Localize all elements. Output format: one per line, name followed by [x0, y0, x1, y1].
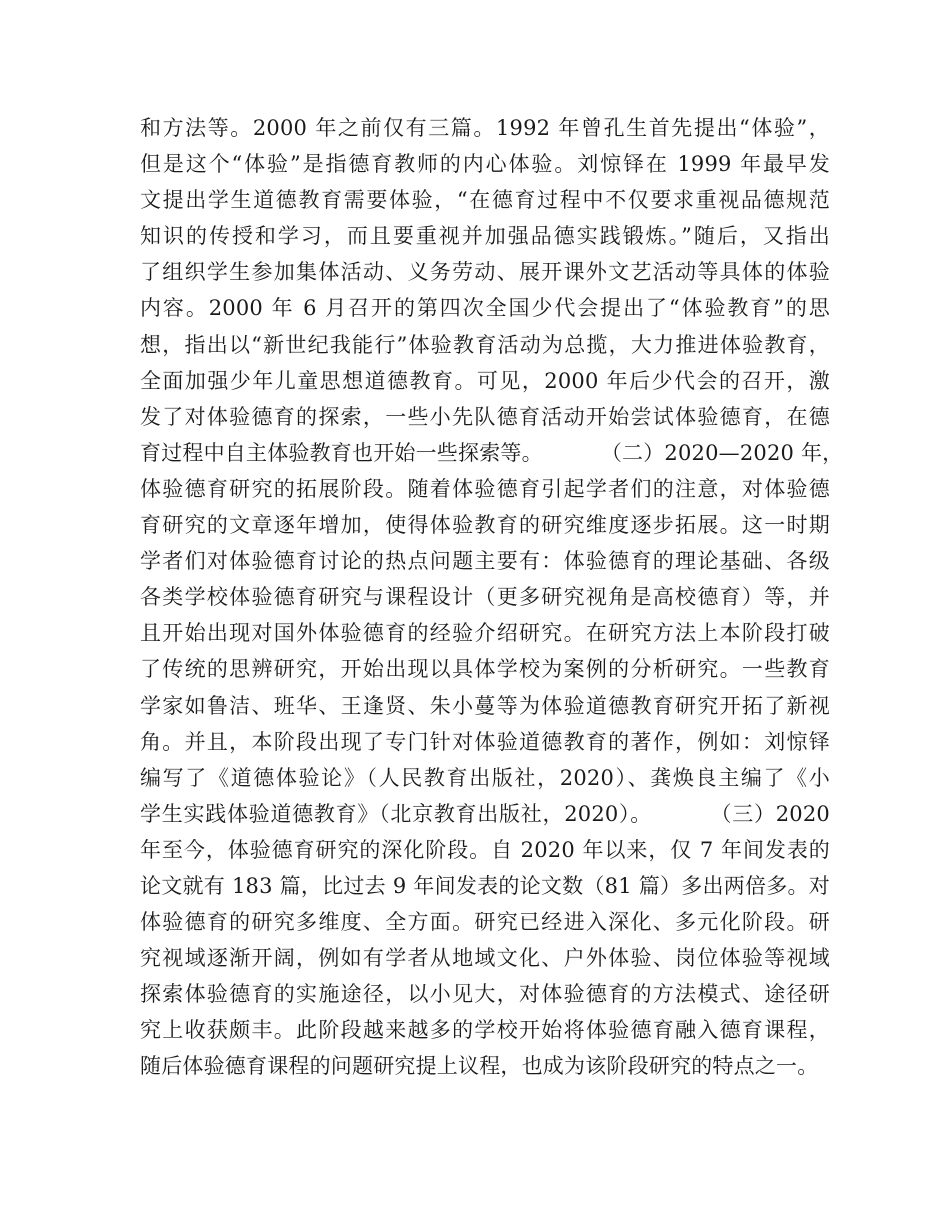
- text-fragment: 学生实践体验道德教育》（北京教育出版社，2020）。: [140, 801, 652, 826]
- text-line: 论文就有 183 篇，比过去 9 年间发表的论文数（81 篇）多出两倍多。对: [140, 873, 830, 898]
- text-line: 想，指出以“新世纪我能行”体验教育活动为总揽，大力推进体验教育，: [140, 332, 830, 357]
- text-line: 角。并且，本阶段出现了专门针对体验道德教育的著作，例如：刘惊铎: [140, 729, 830, 754]
- text-line: 学者们对体验德育讨论的热点问题主要有：体验德育的理论基础、各级: [140, 549, 830, 574]
- text-line-with-heading: [140, 435, 844, 471]
- text-line: 但是这个“体验”是指德育教师的内心体验。刘惊铎在 1999 年最早发: [140, 152, 830, 177]
- text-line: 文提出学生道德教育需要体验，“在德育过程中不仅要求重视品德规范: [140, 188, 830, 213]
- text-line: 体验德育的研究多维度、全方面。研究已经进入深化、多元化阶段。研: [140, 910, 830, 935]
- text-line: 了传统的思辨研究，开始出现以具体学校为案例的分析研究。一些教育: [140, 657, 830, 682]
- section-heading-3: （三）2020: [710, 801, 830, 826]
- text-line: 体验德育研究的拓展阶段。随着体验德育引起学者们的注意，对体验德: [140, 476, 830, 501]
- text-line: 年至今，体验德育研究的深化阶段。自 2020 年以来，仅 7 年间发表的: [140, 837, 830, 862]
- text-line: 且开始出现对国外体验德育的经验介绍研究。在研究方法上本阶段打破: [140, 621, 830, 646]
- text-line: 探索体验德育的实施途径，以小见大，对体验德育的方法模式、途径研: [140, 982, 830, 1007]
- text-line: 全面加强少年儿童思想道德教育。可见，2000 年后少代会的召开，激: [140, 368, 830, 393]
- text-line: 知识的传授和学习，而且要重视并加强品德实践锻炼。”随后，又指出: [140, 224, 830, 249]
- body-paragraph: [140, 110, 844, 1085]
- text-line: 究视域逐渐开阔，例如有学者从地域文化、户外体验、岗位体验等视域: [140, 946, 830, 971]
- text-line: 学家如鲁洁、班华、王逢贤、朱小蔓等为体验道德教育研究开拓了新视: [140, 693, 830, 718]
- text-line: 究上收获颇丰。此阶段越来越多的学校开始将体验德育融入德育课程，: [140, 1018, 830, 1043]
- text-fragment: 育过程中自主体验教育也开始一些探索等。: [140, 440, 543, 465]
- text-line: 发了对体验德育的探索，一些小先队德育活动开始尝试体验德育，在德: [140, 404, 830, 429]
- section-heading-2: （二）2020—2020 年，: [600, 440, 844, 465]
- text-line: 和方法等。2000 年之前仅有三篇。1992 年曾孔生首先提出“体验”，: [140, 116, 830, 140]
- text-line: 随后体验德育课程的问题研究提上议程，也成为该阶段研究的特点之一。: [140, 1054, 819, 1079]
- text-line: 各类学校体验德育研究与课程设计（更多研究视角是高校德育）等，并: [140, 585, 830, 610]
- text-line-with-heading: [140, 796, 830, 832]
- text-line: 编写了《道德体验论》（人民教育出版社，2020）、龚焕良主编了《小: [140, 765, 830, 790]
- text-line: 内容。2000 年 6 月召开的第四次全国少代会提出了“体验教育”的思: [140, 296, 830, 321]
- text-line: 育研究的文章逐年增加，使得体验教育的研究维度逐步拓展。这一时期: [140, 513, 830, 538]
- text-line: 了组织学生参加集体活动、义务劳动、展开课外文艺活动等具体的体验: [140, 260, 830, 285]
